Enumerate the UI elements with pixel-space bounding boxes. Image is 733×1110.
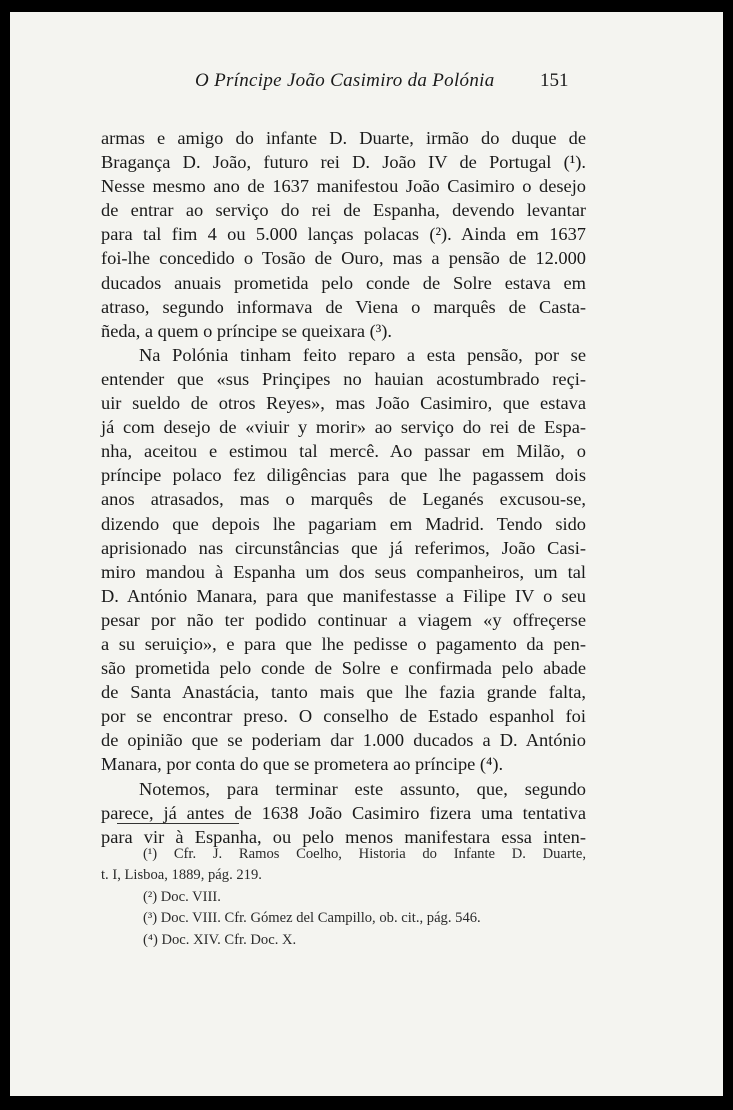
footnote-3 bbox=[101, 908, 586, 929]
footnote-body: Cfr. J. Ramos Coelho, Historia do Infante D. Duarte, bbox=[173, 846, 586, 862]
footnote-text bbox=[101, 887, 586, 908]
text-line: são prometida pelo conde de Solre e confirmada pelo abade bbox=[101, 658, 586, 679]
text-line: por se encontrar preso. O conselho de Estado espanhol foi bbox=[101, 706, 586, 727]
footnote-body: Doc. VIII. Cfr. Gómez del Campillo, ob. cit., pág. 546. bbox=[160, 910, 481, 927]
text-line: nha, aceitou e estimou tal mercê. Ao passar em Milão, o bbox=[101, 441, 586, 462]
text-line: a su seruiçio», e para que lhe pedisse o pagamento da pen- bbox=[101, 633, 586, 654]
footnote-text bbox=[101, 844, 586, 865]
text-line: para tal fim 4 ou 5.000 lanças polacas (²). Ainda em 1637 bbox=[101, 224, 586, 245]
text-line: príncipe polaco fez diligências para que lhe pagassem dois bbox=[101, 465, 586, 486]
text-line: de entrar ao serviço do rei de Espanha, devendo levantar bbox=[101, 200, 586, 221]
text-line: pesar por não ter podido continuar a viagem «y offreçerse bbox=[101, 609, 586, 630]
text-line: Nesse mesmo ano de 1637 manifestou João Casimiro o desejo bbox=[101, 176, 586, 197]
text-line: parece, já antes de 1638 João Casimiro fizera uma tentativa bbox=[101, 802, 586, 823]
text-line: ñeda, a quem o príncipe se queixara (³). bbox=[101, 320, 392, 341]
text-line: já com desejo de «viuir y morir» ao serviço do rei de Espa- bbox=[101, 417, 586, 438]
footnote-continuation: t. I, Lisboa, 1889, pág. 219. bbox=[101, 867, 262, 884]
text-line: Na Polónia tinham feito reparo a esta pensão, por se bbox=[139, 344, 586, 365]
text-line: entender que «sus Prinçipes no hauian acostumbrado reçi- bbox=[101, 368, 586, 389]
text-line: para vir à Espanha, ou pelo menos manifestara essa inten- bbox=[101, 826, 586, 847]
footnote-1 bbox=[101, 844, 586, 887]
footnote-marker: (²) bbox=[143, 888, 158, 905]
running-title: O Príncipe João Casimiro da Polónia bbox=[195, 70, 495, 91]
page-number: 151 bbox=[540, 70, 569, 91]
text-line: Bragança D. João, futuro rei D. João IV de Portugal (¹). bbox=[101, 152, 586, 173]
text-line: Manara, por conta do que se prometera ao príncipe (⁴). bbox=[101, 754, 504, 775]
footnote-text bbox=[101, 908, 586, 929]
text-line: aprisionado nas circunstâncias que já referimos, João Casi- bbox=[101, 537, 586, 558]
text-line: foi-lhe concedido o Tosão de Ouro, mas a pensão de 12.000 bbox=[101, 248, 586, 269]
footnote-separator bbox=[117, 823, 239, 824]
footnote-body: Doc. VIII. bbox=[160, 888, 221, 905]
paragraph-3 bbox=[101, 777, 586, 849]
text-line: de opinião que se poderiam dar 1.000 ducados a D. António bbox=[101, 730, 586, 751]
footnote-2 bbox=[101, 887, 586, 908]
book-page bbox=[10, 12, 723, 1096]
footnote-text bbox=[101, 930, 586, 951]
text-line: miro mandou à Espanha um dos seus companheiros, um tal bbox=[101, 561, 586, 582]
text-line: dizendo que depois lhe pagariam em Madrid. Tendo sido bbox=[101, 513, 586, 534]
text-line: armas e amigo do infante D. Duarte, irmão do duque de bbox=[101, 128, 586, 148]
page-header bbox=[10, 70, 723, 94]
text-line: uir sueldo de otros Reyes», mas João Casimiro, que estava bbox=[101, 393, 586, 414]
text-line: atraso, segundo informava de Viena o marquês de Casta- bbox=[101, 296, 586, 317]
text-line: Notemos, para terminar este assunto, que, segundo bbox=[139, 778, 586, 799]
footnote-marker: (¹) bbox=[143, 846, 158, 862]
footnote-body: Doc. XIV. Cfr. Doc. X. bbox=[161, 931, 297, 948]
paragraph-1 bbox=[101, 126, 586, 343]
text-line: anos atrasados, mas o marquês de Leganés excusou-se, bbox=[101, 489, 586, 510]
body-text bbox=[101, 126, 586, 849]
footnote-marker: (³) bbox=[143, 910, 158, 927]
footnote-4 bbox=[101, 930, 586, 951]
footnote-marker: (⁴) bbox=[143, 931, 158, 948]
text-line: D. António Manara, para que manifestasse a Filipe IV o seu bbox=[101, 585, 586, 606]
text-line: ducados anuais prometida pelo conde de Solre estava em bbox=[101, 272, 586, 293]
paragraph-2 bbox=[101, 343, 586, 777]
text-line: de Santa Anastácia, tanto mais que lhe fazia grande falta, bbox=[101, 682, 586, 703]
footnotes bbox=[101, 844, 586, 951]
